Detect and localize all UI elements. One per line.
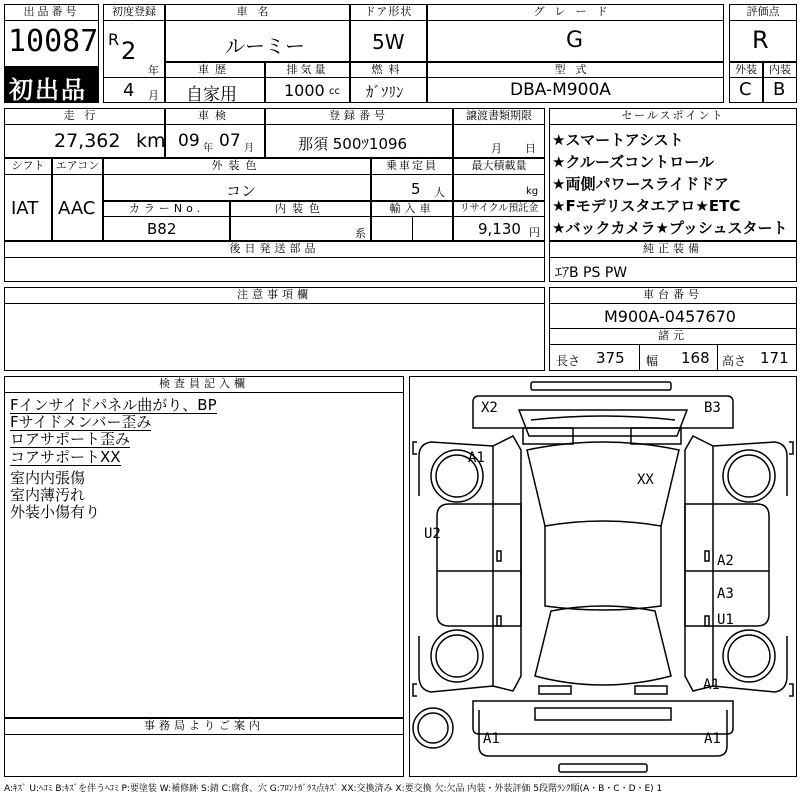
sales-point-item: ★クルーズコントロール xyxy=(552,153,714,171)
legend: A:ｷｽﾞ U:ﾍｺﾐ B:ｷｽﾞを伴うﾍｺﾐ P:要塗装 W:補修跡 S:錆 C:腐食、穴 G:ﾌﾛﾝﾄｶﾞﾗｽ点ｷｽﾞ XX:交換済み X:要交換 欠:欠品 内装・外装評価 5段階ﾗﾝｸ順(A・B・C・D・E) 1 xyxy=(4,784,663,794)
equipment-label: 純正装備 xyxy=(643,242,703,255)
damage-label-u1: U1 xyxy=(717,612,734,628)
chassis-value: M900A-0457670 xyxy=(604,307,736,326)
month-value: 4 xyxy=(123,80,135,101)
inspection-year: 09 xyxy=(178,131,200,151)
shift-label: シフト xyxy=(11,159,45,172)
model-label: 型式 xyxy=(554,63,597,76)
office-label: 事務局よりご案内 xyxy=(144,719,264,732)
inspector-line: ロアサポート歪み xyxy=(10,430,131,448)
first-reg-label: 初度登録 xyxy=(112,5,156,18)
year-unit: 年 xyxy=(148,64,159,77)
displacement-label: 排気量 xyxy=(286,63,329,76)
inspection-year-unit: 年 xyxy=(203,143,213,154)
capacity-label: 乗車定員 xyxy=(386,159,438,172)
fuel-label: 燃料 xyxy=(371,63,406,76)
height-label: 高さ xyxy=(722,354,747,368)
inspector-line: 外装小傷有り xyxy=(10,503,101,521)
sales-point-item: ★両側パワースライドドア xyxy=(552,175,729,193)
displacement-unit: cc xyxy=(329,86,340,97)
lot-number-label: 出品番号 xyxy=(23,5,80,18)
transfer-month-unit: 月 xyxy=(491,142,502,155)
damage-label-a3: A3 xyxy=(717,586,734,602)
inspector-line: Fサイドメンバー歪み xyxy=(10,413,152,431)
car-name: ルーミー xyxy=(225,34,305,58)
equipment-value: ｴｱB PS PW xyxy=(555,265,628,281)
car-outline xyxy=(409,376,797,777)
history-label: 車歴 xyxy=(198,63,232,76)
transfer-day-unit: 日 xyxy=(525,142,536,155)
ac-label: エアコン xyxy=(55,159,100,172)
dims-label: 諸元 xyxy=(658,329,688,342)
rating-label: 評価点 xyxy=(746,5,780,18)
damage-label-u2: U2 xyxy=(424,526,441,542)
damage-label-a1-front-left: A1 xyxy=(468,450,485,466)
ext-color-value: コン xyxy=(226,182,257,200)
plate-value: 那須 500ﾂ1096 xyxy=(298,135,408,153)
inspector-line: Fインサイドパネル曲がり、BP xyxy=(10,396,217,414)
month-unit: 月 xyxy=(148,89,159,102)
import-label: 輸入車 xyxy=(389,202,435,215)
era-year: 2 xyxy=(121,37,137,65)
model-value: DBA-M900A xyxy=(510,80,611,100)
damage-label-a2: A2 xyxy=(717,553,734,569)
sales-point-item: ★バックカメラ★プッシュスタート xyxy=(552,219,788,237)
interior-label: 内装 xyxy=(769,63,791,76)
recycle-label: リサイクル預託金 xyxy=(459,203,539,214)
length-label: 長さ xyxy=(556,354,581,368)
mileage-value: 27,362 xyxy=(54,130,121,152)
sales-point-item: ★Fモデリスタエアロ★ETC xyxy=(552,197,741,215)
inspector-line: コアサポートXX xyxy=(10,448,121,466)
ac-value: AAC xyxy=(58,198,96,219)
grade-label: グレード xyxy=(533,5,618,18)
ext-color-label: 外装色 xyxy=(211,159,263,172)
damage-label-b3: B3 xyxy=(704,400,721,416)
interior-value: B xyxy=(773,79,786,100)
int-color-label: 内装色 xyxy=(275,202,326,215)
length-value: 375 xyxy=(596,349,625,367)
history-value: 自家用 xyxy=(186,85,237,105)
transfer-label: 譲渡書類期限 xyxy=(466,109,532,122)
inspection-label: 車検 xyxy=(198,109,232,122)
capacity-value: 5 xyxy=(411,180,421,198)
exterior-label: 外装 xyxy=(735,63,757,76)
sales-points-label: セールスポイント xyxy=(621,109,725,122)
height-value: 171 xyxy=(760,349,789,367)
inspection-month: 07 xyxy=(219,131,241,151)
int-color-unit: 系 xyxy=(355,227,366,240)
damage-label-a1-bottom-left: A1 xyxy=(483,731,500,747)
load-unit: kg xyxy=(526,186,539,197)
capacity-unit: 人 xyxy=(434,186,445,199)
inspection-month-unit: 月 xyxy=(244,143,254,154)
notes-label: 注意事項欄 xyxy=(237,288,312,301)
era-letter: R xyxy=(108,30,120,49)
rating-value: R xyxy=(752,26,769,54)
later-parts-label: 後日発送部品 xyxy=(229,242,320,255)
mileage-unit: km xyxy=(136,130,166,152)
color-no-value: B82 xyxy=(147,220,177,238)
exterior-value: C xyxy=(739,79,752,100)
recycle-unit: 円 xyxy=(529,226,540,239)
plate-label: 登録番号 xyxy=(329,109,389,122)
inspector-line: 室内内張傷 xyxy=(10,469,86,487)
inspector-label: 検査員記入欄 xyxy=(159,377,249,390)
first-listing-text: 初出品 xyxy=(9,76,87,104)
color-no-label: カラーNo. xyxy=(128,202,205,215)
grade-value: G xyxy=(566,28,584,53)
width-label: 幅 xyxy=(646,354,659,368)
damage-label-a1-bottom-right: A1 xyxy=(704,731,721,747)
lot-number: 10087 xyxy=(8,24,99,59)
sales-point-item: ★スマートアシスト xyxy=(552,131,684,149)
inspector-line: 室内薄汚れ xyxy=(10,486,86,504)
recycle-value: 9,130 xyxy=(478,220,521,238)
damage-label-x2: X2 xyxy=(481,400,498,416)
damage-label-xx: XX xyxy=(637,472,654,488)
door-label: ドア形状 xyxy=(364,5,413,18)
fuel-value: ｶﾞｿﾘﾝ xyxy=(366,83,404,101)
chassis-label: 車台番号 xyxy=(643,288,703,301)
damage-label-a1-rear-right: A1 xyxy=(703,677,720,693)
displacement-value: 1000 xyxy=(284,81,325,100)
car-name-label: 車名 xyxy=(236,5,279,18)
mileage-label: 走行 xyxy=(63,109,106,122)
width-value: 168 xyxy=(681,349,710,367)
shift-value: IAT xyxy=(11,198,39,219)
load-label: 最大積載量 xyxy=(471,159,527,172)
door-value: 5W xyxy=(372,30,405,54)
